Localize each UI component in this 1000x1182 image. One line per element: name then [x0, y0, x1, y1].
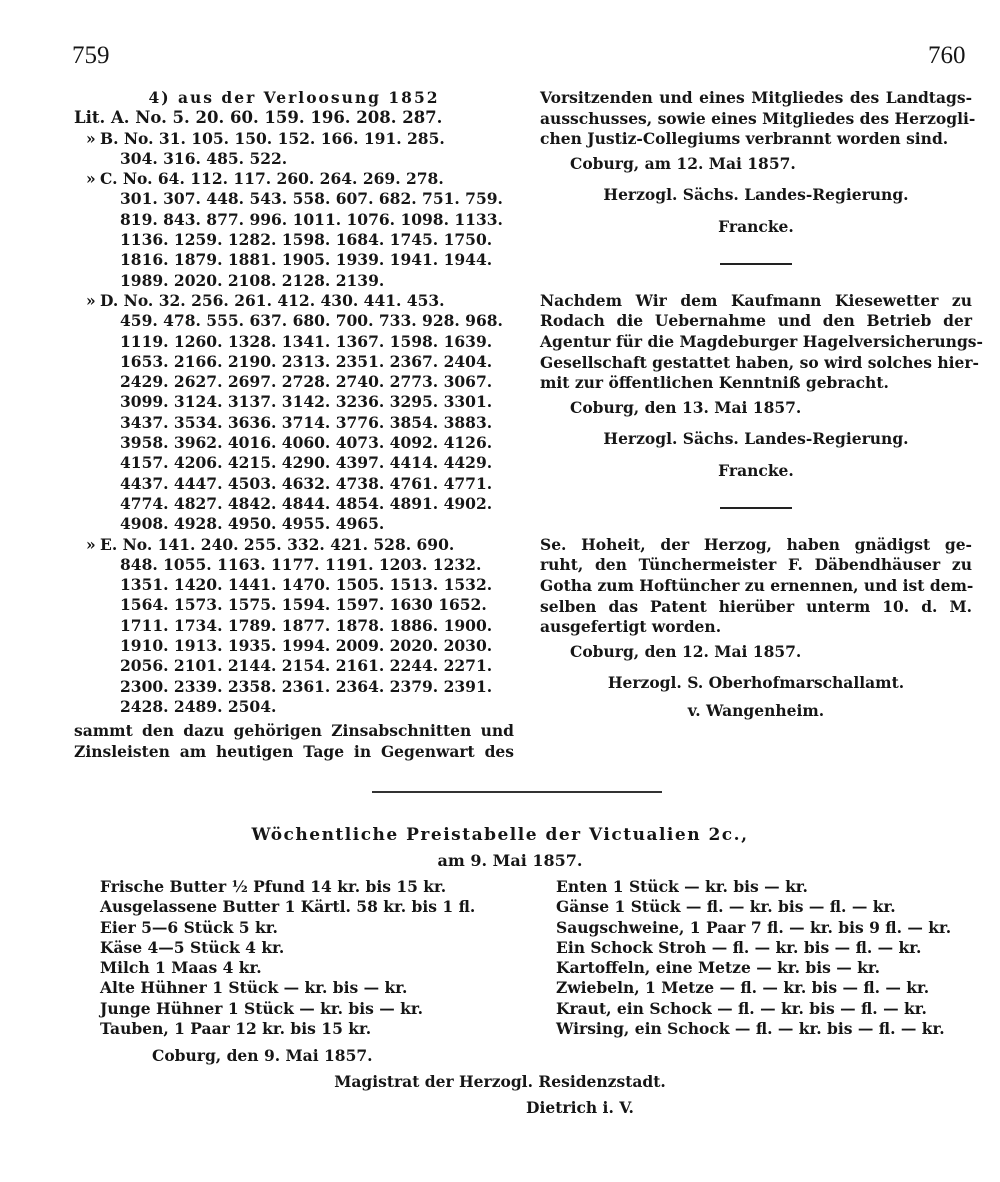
lot-number-line [74, 514, 514, 534]
lot-number-list [74, 129, 514, 718]
lot-number-text: E. No. 141. 240. 255. 332. 421. 528. 690. [100, 534, 455, 554]
lot-number-line [74, 352, 514, 372]
lot-number-line [74, 656, 514, 676]
lot-number-text: 848. 1055. 1163. 1177. 1191. 1203. 1232. [120, 554, 482, 574]
lot-number-text: 4774. 4827. 4842. 4844. 4854. 4891. 4902. [120, 493, 493, 513]
lot-number-line [74, 453, 514, 473]
price-list-right [556, 877, 951, 1039]
paragraph-line: selben das Patent hierüber unterm 10. d. M. [540, 596, 972, 616]
lot-number-line [74, 149, 514, 169]
lot-number-line [74, 697, 514, 717]
lot-number-line [74, 332, 514, 352]
lot-number-line [74, 494, 514, 514]
lot-number-text: 1816. 1879. 1881. 1905. 1939. 1941. 1944. [120, 250, 493, 270]
lot-number-line [74, 433, 514, 453]
lot-number-line [74, 413, 514, 433]
paragraph-line: Agentur für die Magdeburger Hagelversicherungs- [540, 331, 983, 351]
lot-number-text: 1711. 1734. 1789. 1877. 1878. 1886. 1900. [120, 615, 493, 635]
notice-date: Coburg, am 12. Mai 1857. [570, 153, 796, 173]
paragraph-line: ausgefertigt worden. [540, 617, 722, 637]
notice-paragraph [540, 290, 983, 394]
price-item: Ein Schock Stroh — fl. — kr. bis — fl. — kr. [556, 937, 922, 957]
lot-number-text: 4908. 4928. 4950. 4955. 4965. [120, 514, 385, 534]
price-item: Kraut, ein Schock — fl. — kr. bis — fl. — kr. [556, 998, 927, 1018]
paragraph-line: ausschusses, sowie eines Mitgliedes des Herzogli- [540, 108, 976, 128]
lot-number-text: 301. 307. 448. 543. 558. 607. 682. 751. 759. [120, 189, 503, 209]
notice-date: Coburg, den 13. Mai 1857. [570, 397, 802, 417]
price-item: Käse 4—5 Stück 4 kr. [100, 937, 285, 957]
lot-number-line [74, 230, 514, 250]
page-number-right: 760 [928, 42, 966, 69]
lot-number-text: 4437. 4447. 4503. 4632. 4738. 4761. 4771. [120, 473, 493, 493]
lot-number-text: 1136. 1259. 1282. 1598. 1684. 1745. 1750. [120, 230, 493, 250]
notice-signatory: Francke. [718, 460, 794, 480]
lot-number-line [74, 129, 514, 149]
lot-number-text: 3437. 3534. 3636. 3714. 3776. 3854. 3883. [120, 412, 493, 432]
notice-authority: Herzogl. Sächs. Landes-Regierung. [603, 428, 909, 448]
price-item: Wirsing, ein Schock — fl. — kr. bis — fl. — kr. [556, 1019, 945, 1039]
lot-number-line [74, 372, 514, 392]
lot-number-text: 1653. 2166. 2190. 2313. 2351. 2367. 2404. [120, 351, 493, 371]
lot-number-text: D. No. 32. 256. 261. 412. 430. 441. 453. [100, 290, 445, 310]
lot-number-text: 2429. 2627. 2697. 2728. 2740. 2773. 3067. [120, 372, 493, 392]
lot-number-text: 1119. 1260. 1328. 1341. 1367. 1598. 1639. [120, 331, 493, 351]
lot-number-text: 2428. 2489. 2504. [120, 696, 277, 716]
price-list-left [100, 877, 475, 1039]
price-item: Gänse 1 Stück — fl. — kr. bis — fl. — kr. [556, 897, 896, 917]
lot-number-text: 459. 478. 555. 637. 680. 700. 733. 928. 968. [120, 311, 503, 331]
paragraph-line: Se. Hoheit, der Herzog, haben gnädigst ge- [540, 534, 972, 554]
lot-number-line [74, 271, 514, 291]
paragraph-line: Vorsitzenden und eines Mitgliedes des Landtags- [540, 88, 972, 107]
price-item: Eier 5—6 Stück 5 kr. [100, 917, 278, 937]
lot-number-line [74, 595, 514, 615]
price-item: Zwiebeln, 1 Metze — fl. — kr. bis — fl. — kr. [556, 978, 930, 998]
notice-authority: Herzogl. Sächs. Landes-Regierung. [603, 184, 909, 204]
price-item: Saugschweine, 1 Paar 7 fl. — kr. bis 9 fl. — kr. [556, 917, 952, 937]
paragraph-line: Nachdem Wir dem Kaufmann Kiesewetter zu [540, 290, 972, 310]
price-table-place-date: Coburg, den 9. Mai 1857. [152, 1046, 373, 1065]
lot-number-text: 304. 316. 485. 522. [120, 148, 288, 168]
lot-number-text: 3958. 3962. 4016. 4060. 4073. 4092. 4126. [120, 433, 493, 453]
lot-number-text: 1989. 2020. 2108. 2128. 2139. [120, 270, 385, 290]
paragraph-line: Gotha zum Hoftüncher zu ernennen, und ist dem- [540, 575, 974, 595]
price-table-title: Wöchentliche Preistabelle der Victualien 2c., [251, 825, 749, 845]
right-column [540, 88, 983, 723]
series-marker: » [86, 534, 96, 554]
price-table-date: am 9. Mai 1857. [437, 851, 583, 870]
lot-number-text: B. No. 31. 105. 150. 152. 166. 191. 285. [100, 128, 445, 148]
notice-signatory: v. Wangenheim. [687, 700, 825, 720]
price-item: Frische Butter ½ Pfund 14 kr. bis 15 kr. [100, 877, 447, 896]
lot-number-text: 1564. 1573. 1575. 1594. 1597. 1630 1652. [120, 595, 487, 615]
continuation-paragraph [540, 88, 976, 150]
price-item: Kartoffeln, eine Metze — kr. bis — kr. [556, 958, 881, 978]
lot-number-line [74, 616, 514, 636]
lot-number-text: 1351. 1420. 1441. 1470. 1505. 1513. 1532. [120, 575, 493, 595]
price-item: Ausgelassene Butter 1 Kärtl. 58 kr. bis 1 fl. [100, 897, 476, 917]
lot-number-text: 3099. 3124. 3137. 3142. 3236. 3295. 3301. [120, 392, 493, 412]
lot-number-line [74, 535, 514, 555]
paragraph-line: mit zur öffentlichen Kenntniß gebracht. [540, 373, 889, 393]
series-marker: » [86, 128, 96, 148]
notice-authority: Herzogl. S. Oberhofmarschallamt. [607, 672, 905, 692]
lot-number-line [74, 636, 514, 656]
series-marker: » [86, 169, 96, 189]
paragraph-line: Rodach die Uebernahme und den Betrieb der [540, 311, 972, 331]
lot-number-text: 2056. 2101. 2144. 2154. 2161. 2244. 2271. [120, 656, 493, 676]
separator-line [720, 507, 792, 509]
price-item: Enten 1 Stück — kr. bis — kr. [556, 877, 808, 896]
lot-number-line [74, 189, 514, 209]
section-heading: 4) aus der Verloosung 1852 [148, 88, 440, 107]
closing-paragraph [74, 721, 514, 762]
lot-number-line [74, 392, 514, 412]
lot-number-line [74, 250, 514, 270]
section-rule [372, 791, 662, 793]
closing-line: sammt den dazu gehörigen Zinsabschnitten und [74, 721, 514, 741]
price-item: Milch 1 Maas 4 kr. [100, 958, 262, 978]
lot-number-line [74, 677, 514, 697]
lot-number-line [74, 575, 514, 595]
lot-number-line [74, 291, 514, 311]
lot-number-text: 2300. 2339. 2358. 2361. 2364. 2379. 2391. [120, 676, 493, 696]
price-item: Alte Hühner 1 Stück — kr. bis — kr. [100, 978, 408, 998]
closing-line: Zinsleisten am heutigen Tage in Gegenwart des [74, 741, 514, 761]
separator-line [720, 263, 792, 265]
lot-number-line [74, 169, 514, 189]
paragraph-line: Gesellschaft gestattet haben, so wird solches hier- [540, 352, 979, 372]
paragraph-line: chen Justiz-Collegiums verbrannt worden sind. [540, 129, 949, 149]
page-number-left: 759 [72, 42, 110, 69]
notice-paragraph [540, 535, 972, 638]
price-item: Junge Hühner 1 Stück — kr. bis — kr. [100, 998, 424, 1018]
lot-number-text: 4157. 4206. 4215. 4290. 4397. 4414. 4429. [120, 453, 493, 473]
notice-date: Coburg, den 12. Mai 1857. [570, 641, 802, 661]
left-column [74, 88, 514, 762]
lot-number-text: C. No. 64. 112. 117. 260. 264. 269. 278. [100, 169, 444, 189]
lit-a-line: Lit. A. No. 5. 20. 60. 159. 196. 208. 287. [74, 108, 443, 128]
notice-signatory: Francke. [718, 216, 794, 236]
lot-number-line [74, 474, 514, 494]
paragraph-line: ruht, den Tünchermeister F. Däbendhäuser zu [540, 555, 972, 575]
lot-number-line [74, 210, 514, 230]
lot-number-text: 1910. 1913. 1935. 1994. 2009. 2020. 2030. [120, 636, 493, 656]
price-table-authority: Magistrat der Herzogl. Residenzstadt. [334, 1072, 666, 1091]
lot-number-line [74, 311, 514, 331]
series-marker: » [86, 290, 96, 310]
lot-number-line [74, 555, 514, 575]
price-item: Tauben, 1 Paar 12 kr. bis 15 kr. [100, 1019, 372, 1039]
price-table-signatory: Dietrich i. V. [526, 1098, 634, 1117]
lot-number-text: 819. 843. 877. 996. 1011. 1076. 1098. 1133. [120, 209, 503, 229]
